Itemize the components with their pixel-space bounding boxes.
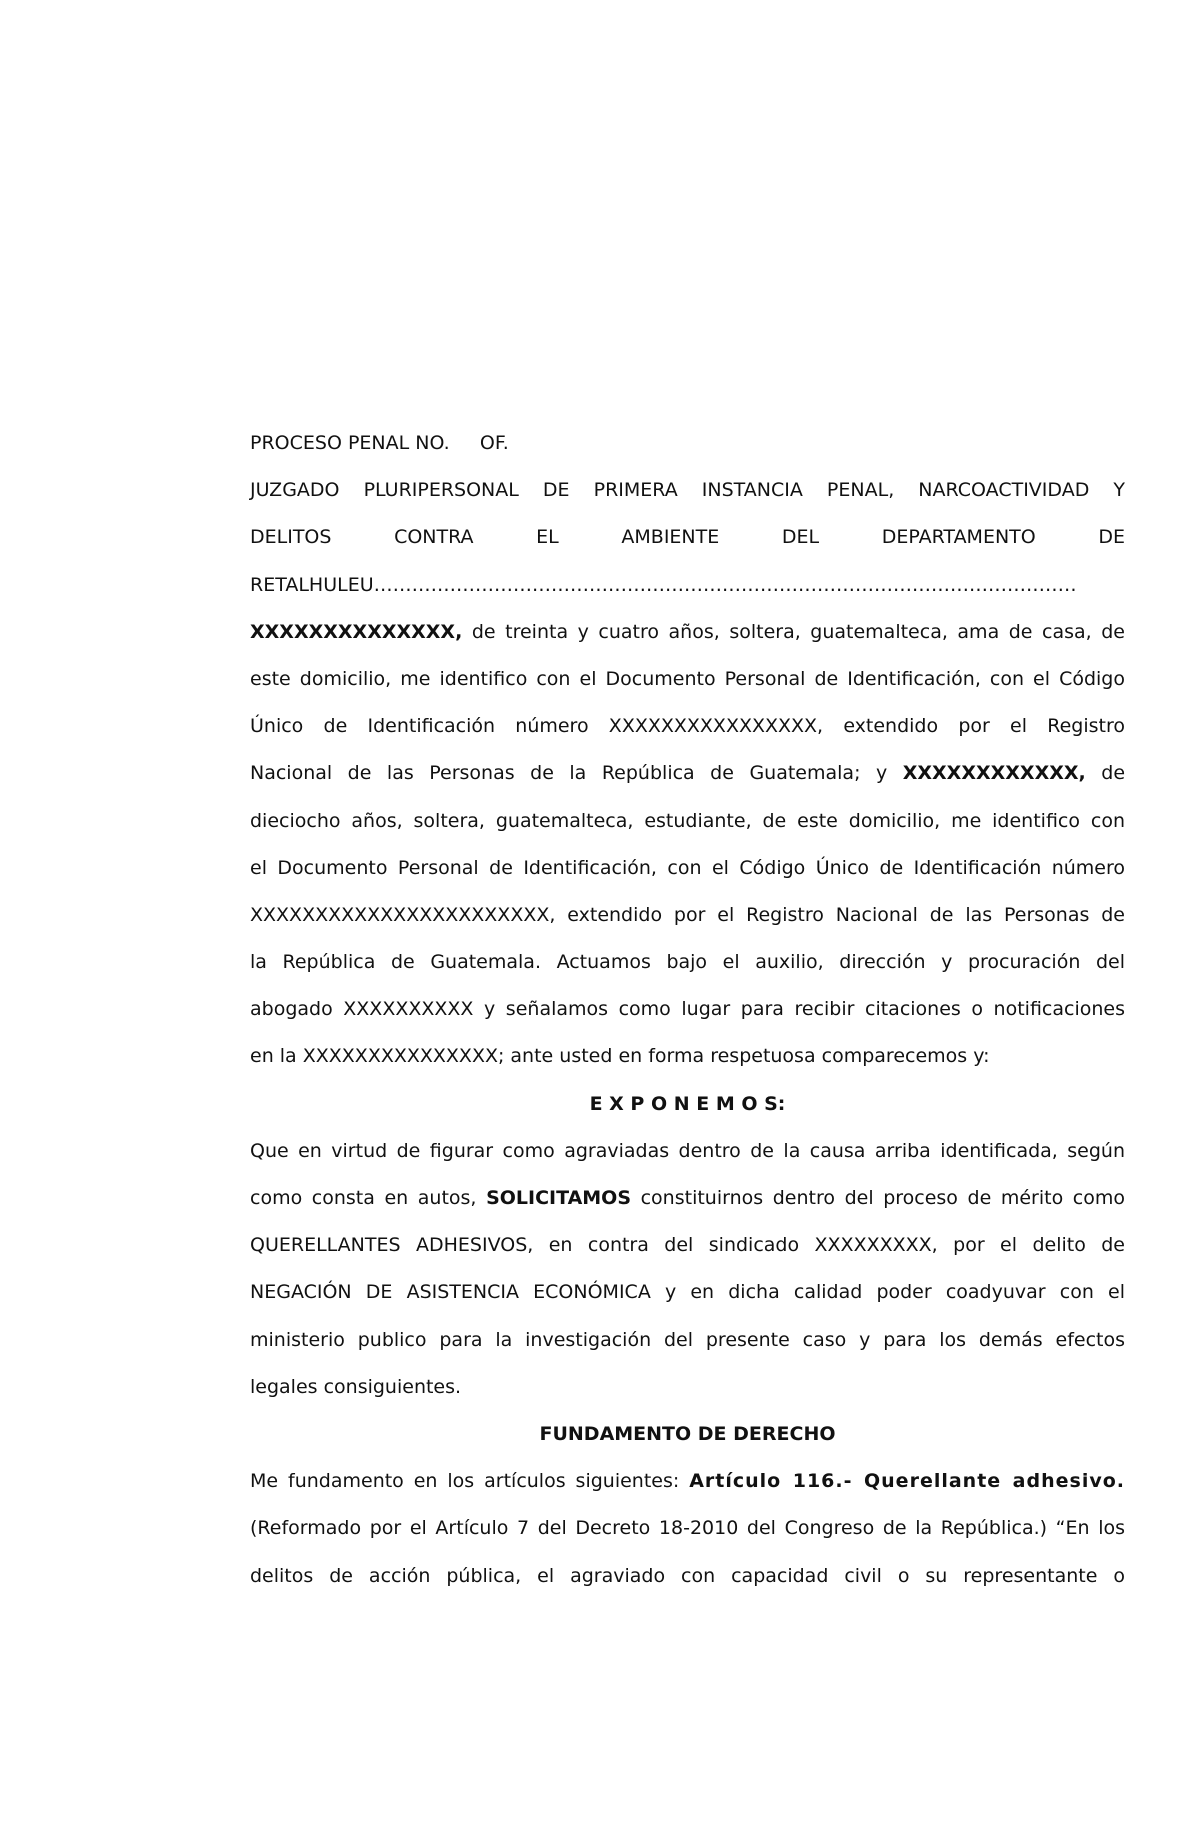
intro-line-1 [250, 609, 1125, 656]
intro-line-6: el Documento Personal de Identificación, con el Código Único de Identificación número [250, 856, 1125, 879]
court-name-line-1: JUZGADO PLURIPERSONAL DE PRIMERA INSTANCIA PENAL, NARCOACTIVIDAD Y [250, 479, 1125, 502]
intro-line-3: Único de Identificación número XXXXXXXXXXXXXXXX, extendido por el Registro [250, 715, 1125, 738]
exponemos-line-2 [250, 1175, 1125, 1222]
fundamento-line-1-text: Me fundamento en los artículos siguientes: [250, 1470, 690, 1493]
intro-line-9: abogado XXXXXXXXXX y señalamos como lugar para recibir citaciones o notificaciones [250, 998, 1125, 1021]
intro-line-2: este domicilio, me identifico con el Documento Personal de Identificación, con el Código [250, 667, 1125, 690]
intro-line-5: dieciocho años, soltera, guatemalteca, estudiante, de este domicilio, me identifico con [250, 809, 1125, 832]
intro-line-4-text-b: de [1085, 762, 1126, 785]
exponemos-line-1: Que en virtud de figurar como agraviadas dentro de la causa arriba identificada, según [250, 1139, 1125, 1162]
exponemos-heading: E X P O N E M O S: [589, 1092, 786, 1115]
intro-line-10: en la XXXXXXXXXXXXXXX; ante usted en forma respetuosa comparecemos y: [250, 1045, 990, 1068]
intro-line-7: XXXXXXXXXXXXXXXXXXXXXXX, extendido por el Registro Nacional de las Personas de [250, 903, 1125, 926]
exponemos-line-4: NEGACIÓN DE ASISTENCIA ECONÓMICA y en dicha calidad poder coadyuvar con el [250, 1281, 1125, 1304]
exponemos-line-6: legales consiguientes. [250, 1375, 462, 1398]
fundamento-line-3: delitos de acción pública, el agraviado con capacidad civil o su representante o [250, 1564, 1125, 1587]
solicitamos-keyword: SOLICITAMOS [486, 1187, 632, 1209]
fundamento-line-1 [250, 1458, 1125, 1505]
exponemos-line-5: ministerio publico para la investigación del presente caso y para los demás efectos [250, 1328, 1125, 1351]
intro-line-8: la República de Guatemala. Actuamos bajo el auxilio, dirección y procuración del [250, 951, 1125, 974]
intro-line-4-text-a: Nacional de las Personas de la República de Guatemala; y [250, 762, 903, 785]
plaintiff-1-name: XXXXXXXXXXXXXX, [250, 620, 463, 643]
exponemos-line-3: QUERELLANTES ADHESIVOS, en contra del sindicado XXXXXXXXX, por el delito de [250, 1234, 1125, 1257]
exponemos-line-2-text-a: como consta en autos, [250, 1187, 487, 1209]
exponemos-line-2-text-c: constituirnos dentro del proceso de mérito como [631, 1187, 1125, 1209]
fundamento-line-2: (Reformado por el Artículo 7 del Decreto 18-2010 del Congreso de la República.) “En los [250, 1517, 1125, 1540]
court-name-line-2: DELITOS CONTRA EL AMBIENTE DEL DEPARTAMENTO DE [250, 526, 1125, 549]
court-name-line-3: RETALHULEU………………………………………………………………………………………………… [250, 573, 1077, 596]
fundamento-heading: FUNDAMENTO DE DERECHO [539, 1422, 836, 1445]
document-page [250, 420, 1125, 1600]
intro-line-4 [250, 750, 1125, 797]
process-number: PROCESO PENAL NO. OF. [250, 432, 509, 454]
plaintiff-2-name: XXXXXXXXXXXX, [902, 762, 1086, 785]
intro-line-1-text: de treinta y cuatro años, soltera, guatemalteca, ama de casa, de [462, 620, 1125, 643]
article-116-title: Artículo 116.- Querellante adhesivo. [689, 1470, 1125, 1493]
